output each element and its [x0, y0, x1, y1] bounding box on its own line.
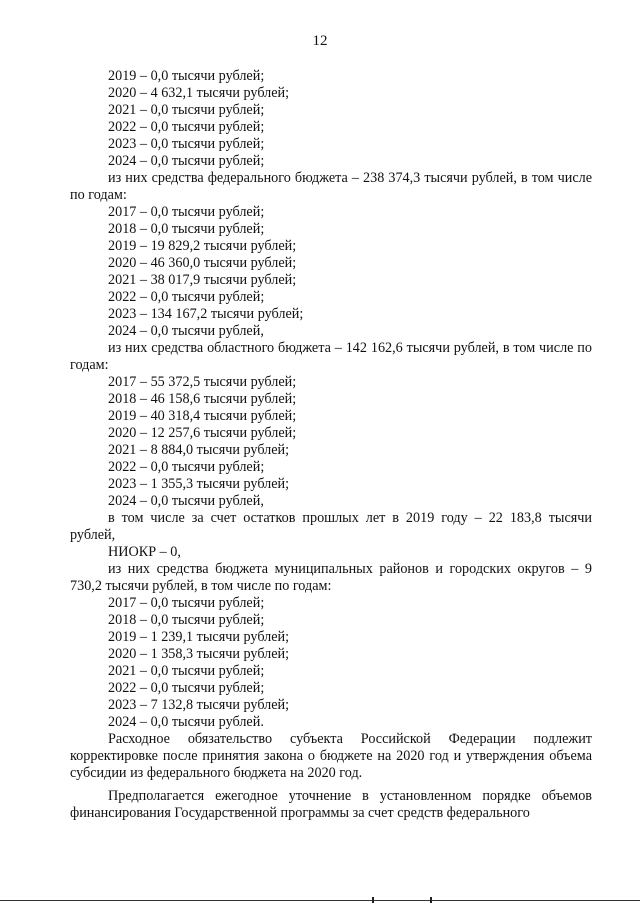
- year-amount-line: 2023 – 1 355,3 тысячи рублей;: [108, 476, 290, 492]
- year-amount-line: 2023 – 7 132,8 тысячи рублей;: [108, 697, 290, 713]
- year-amount-line: 2019 – 19 829,2 тысячи рублей;: [108, 238, 297, 254]
- scan-edge-line: [0, 900, 640, 902]
- paragraph: Предполагается ежегодное уточнение в установленном порядке объемов финансирования Государственной программы за счет средств федерального: [70, 788, 592, 821]
- scan-edge-mark: [372, 897, 374, 903]
- year-amount-line: 2021 – 38 017,9 тысячи рублей;: [108, 272, 297, 288]
- year-amount-line: 2019 – 40 318,4 тысячи рублей;: [108, 408, 297, 424]
- paragraph: в том числе за счет остатков прошлых лет в 2019 году – 22 183,8 тысячи рублей,: [70, 510, 592, 543]
- year-amount-line: 2019 – 0,0 тысячи рублей;: [108, 68, 265, 84]
- year-amount-line: 2018 – 46 158,6 тысячи рублей;: [108, 391, 297, 407]
- document-body: [70, 68, 592, 822]
- year-amount-line: 2017 – 0,0 тысячи рублей;: [108, 204, 265, 220]
- year-amount-line: 2017 – 0,0 тысячи рублей;: [108, 595, 265, 611]
- year-amount-line: 2022 – 0,0 тысячи рублей;: [108, 459, 265, 475]
- year-amount-line: 2020 – 46 360,0 тысячи рублей;: [108, 255, 297, 271]
- year-amount-line: 2018 – 0,0 тысячи рублей;: [108, 612, 265, 628]
- year-amount-line: 2023 – 134 167,2 тысячи рублей;: [108, 306, 304, 322]
- year-amount-line: 2024 – 0,0 тысячи рублей,: [108, 493, 264, 509]
- year-amount-line: 2020 – 1 358,3 тысячи рублей;: [108, 646, 290, 662]
- year-amount-line: 2024 – 0,0 тысячи рублей;: [108, 153, 265, 169]
- year-amount-line: 2018 – 0,0 тысячи рублей;: [108, 221, 265, 237]
- paragraph: из них средства федерального бюджета – 238 374,3 тысячи рублей, в том числе по годам:: [70, 170, 592, 203]
- paragraph: из них средства областного бюджета – 142 162,6 тысячи рублей, в том числе по годам:: [70, 340, 592, 373]
- year-amount-line: 2022 – 0,0 тысячи рублей;: [108, 680, 265, 696]
- year-amount-line: 2021 – 0,0 тысячи рублей;: [108, 663, 265, 679]
- paragraph: из них средства бюджета муниципальных районов и городских округов – 9 730,2 тысячи рублей, в том числе по годам:: [70, 561, 592, 594]
- year-amount-line: 2019 – 1 239,1 тысячи рублей;: [108, 629, 290, 645]
- year-amount-line: 2021 – 8 884,0 тысячи рублей;: [108, 442, 290, 458]
- year-amount-line: НИОКР – 0,: [108, 544, 181, 560]
- year-amount-line: 2022 – 0,0 тысячи рублей;: [108, 119, 265, 135]
- year-amount-line: 2017 – 55 372,5 тысячи рублей;: [108, 374, 297, 390]
- year-amount-line: 2024 – 0,0 тысячи рублей,: [108, 323, 264, 339]
- year-amount-line: 2023 – 0,0 тысячи рублей;: [108, 136, 265, 152]
- paragraph: Расходное обязательство субъекта Российской Федерации подлежит корректировке после принятия закона о бюджете на 2020 год и утверждения объема субсидии из федерального бюджета на 2020 год.: [70, 731, 592, 781]
- year-amount-line: 2022 – 0,0 тысячи рублей;: [108, 289, 265, 305]
- scan-edge-mark: [430, 897, 432, 903]
- year-amount-line: 2020 – 4 632,1 тысячи рублей;: [108, 85, 290, 101]
- year-amount-line: 2024 – 0,0 тысячи рублей.: [108, 714, 264, 730]
- year-amount-line: 2021 – 0,0 тысячи рублей;: [108, 102, 265, 118]
- page-number: 12: [312, 33, 328, 49]
- year-amount-line: 2020 – 12 257,6 тысячи рублей;: [108, 425, 297, 441]
